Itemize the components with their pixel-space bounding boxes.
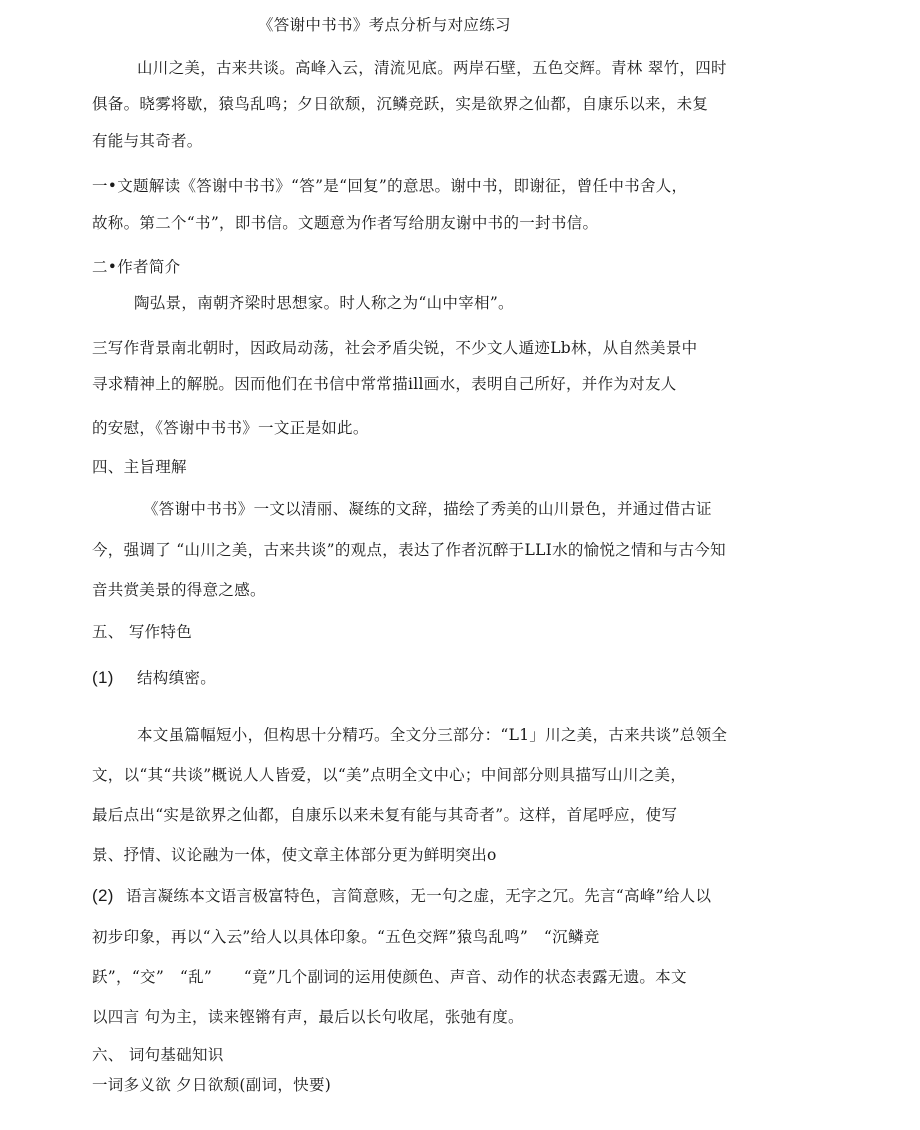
section6-body: 一词多义欲 夕日欲颓(副词，快要) — [92, 1076, 332, 1094]
section6-heading: 六、 词句基础知识 — [92, 1046, 224, 1064]
original-text-line: 山川之美，古来共谈。高峰入云，清流见底。两岸石壁，五色交辉。青林 翠竹，四时 — [137, 59, 727, 77]
section3-line: 三写作背景南北朝时，因政局动荡，社会矛盾尖锐，不少文人遁迹Lb林，从自然美景中 — [92, 339, 698, 357]
point1-line: 本文虽篇幅短小，但构思十分精巧。全文分三部分：“L1」川之美，古来共谈”总领全 — [137, 726, 728, 744]
section1-line: 一•文题解读《答谢中书书》“答”是“回复”的意思。谢中书，即谢征，曾任中书舍人， — [92, 177, 688, 195]
section4-heading: 四、主旨理解 — [92, 458, 187, 476]
point2-line: 跃”，“交” “乱” “竟”几个副词的运用使颜色、声音、动作的状态表露无遗。本文 — [92, 968, 687, 986]
point2-number: (2) — [92, 886, 114, 905]
point1-number: (1) — [92, 668, 114, 687]
section4-line: 今，强调了 “山川之美，古来共谈”的观点，表达了作者沉醉于LLI水的愉悦之情和与古今知 — [92, 541, 726, 559]
section3-line: 的安慰，《答谢中书书》一文正是如此。 — [92, 419, 369, 437]
section4-line: 《答谢中书书》一文以清丽、凝练的文辞，描绘了秀美的山川景色，并通过借古证 — [143, 500, 712, 518]
original-text-line: 俱备。晓雾将歇，猿鸟乱鸣；夕日欲颓，沉鳞竞跃，实是欲界之仙都，自康乐以来，未复 — [92, 95, 709, 113]
section1-line: 故称。第二个“书”，即书信。文题意为作者写给朋友谢中书的一封书信。 — [92, 214, 599, 232]
point2-line: 语言凝练本文语言极富特色，言简意赅，无一句之虚，无字之冗。先言“高峰”给人以 — [126, 887, 712, 905]
section4-line: 音共赏美景的得意之感。 — [92, 581, 266, 599]
section5-heading: 五、 写作特色 — [92, 623, 193, 641]
point2-line: 以四言 句为主，读来铿锵有声，最后以长句收尾，张弛有度。 — [92, 1008, 524, 1026]
section2-body: 陶弘景，南朝齐梁时思想家。时人称之为“山中宰相”。 — [134, 294, 514, 312]
document-title: 《答谢中书书》考点分析与对应练习 — [258, 16, 511, 34]
original-text-line: 有能与其奇者。 — [92, 132, 203, 150]
point1-title: 结构缜密。 — [137, 669, 217, 687]
point1-line: 景、抒情、议论融为一体，使文章主体部分更为鲜明突出o — [92, 846, 497, 864]
section3-line: 寻求精神上的解脱。因而他们在书信中常常描ill画水，表明自己所好，并作为对友人 — [92, 375, 677, 393]
section2-heading: 二•作者简介 — [92, 258, 181, 276]
point2-line: 初步印象，再以“入云”给人以具体印象。“五色交辉”猿鸟乱鸣” “沉鳞竞 — [92, 928, 600, 946]
point1-line: 最后点出“实是欲界之仙都，自康乐以来未复有能与其奇者”。这样，首尾呼应，使写 — [92, 806, 678, 824]
point1-line: 文，以“其“共谈”概说人人皆爱，以“美”点明全文中心；中间部分则具描写山川之美， — [92, 766, 687, 784]
